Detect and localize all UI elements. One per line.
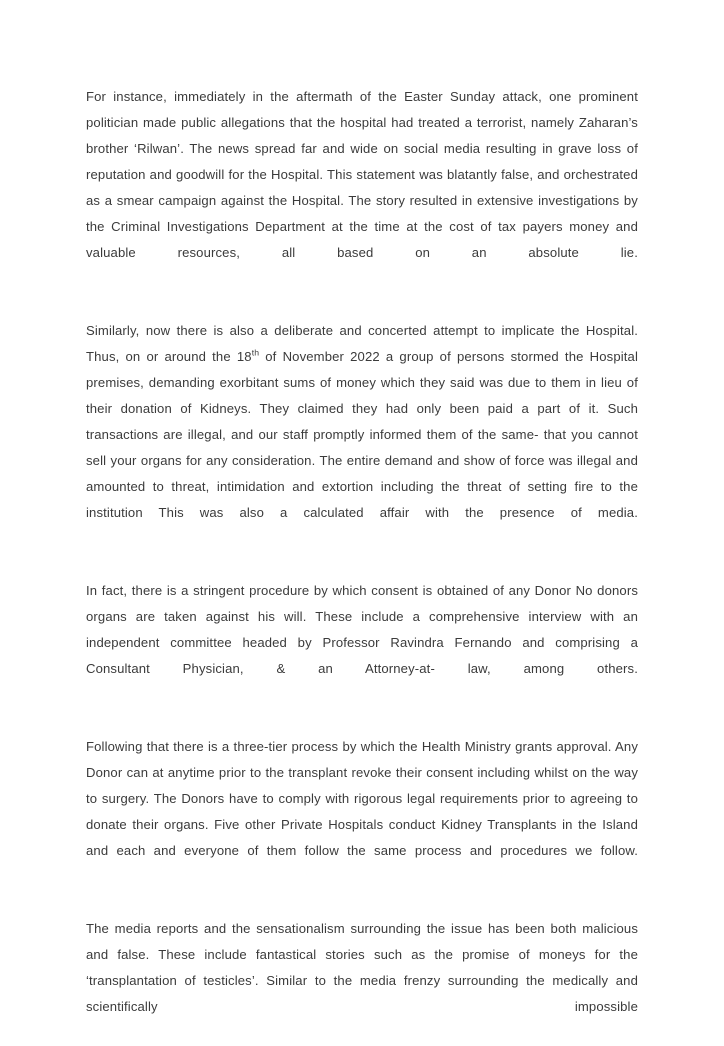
paragraph-november-2022-incident [86, 318, 638, 552]
paragraph-three-tier-process: Following that there is a three-tier process by which the Health Ministry grants approval. Any Donor can at anytime prior to the transplant revoke their consent including whilst on the way to surgery. The Donors have to comply with rigorous legal requirements prior to agreeing to donate their organs. Five other Private Hospitals conduct Kidney Transplants in the Island and each and everyone of them follow the same process and procedures we follow. [86, 739, 638, 858]
paragraph-text-after-ordinal: of November 2022 a group of persons stormed the Hospital premises, demanding exorbitant sums of money which they said was due to them in lieu of their donation of Kidneys. They claimed they had only been paid a part of it. Such transactions are illegal, and our staff promptly informed them of the same- that you cannot sell your organs for any consideration. The entire demand and show of force was illegal and amounted to threat, intimidation and extortion including the threat of setting fire to the institution This was also a calculated affair with the presence of media. [86, 349, 638, 520]
paragraph-easter-sunday-allegations: For instance, immediately in the aftermath of the Easter Sunday attack, one prominent politician made public allegations that the hospital had treated a terrorist, namely Zaharan’s brother ‘Rilwan’. The news spread far and wide on social media resulting in grave loss of reputation and goodwill for the Hospital. This statement was blatantly false, and orchestrated as a smear campaign against the Hospital. The story resulted in extensive investigations by the Criminal Investigations Department at the time at the cost of tax payers money and valuable resources, all based on an absolute lie. [86, 89, 638, 260]
paragraph-text-before-ordinal: Similarly, now there is also a deliberate and concerted attempt to implicate the Hospital. Thus, on or around the 18 [86, 323, 638, 364]
ordinal-suffix-th: th [251, 347, 260, 358]
paragraph-consent-procedure: In fact, there is a stringent procedure by which consent is obtained of any Donor No donors organs are taken against his will. These include a comprehensive interview with an independent committee headed by Professor Ravindra Fernando and comprising a Consultant Physician, & an Attorney-at- law, among others. [86, 583, 638, 676]
document-text-body [86, 84, 638, 1046]
paragraph-media-sensationalism: The media reports and the sensationalism surrounding the issue has been both malicious and false. These include fantastical stories such as the promise of moneys for the ‘transplantation of testicles’. Similar to the media frenzy surrounding the medically and scientifically impossible [86, 921, 638, 1014]
